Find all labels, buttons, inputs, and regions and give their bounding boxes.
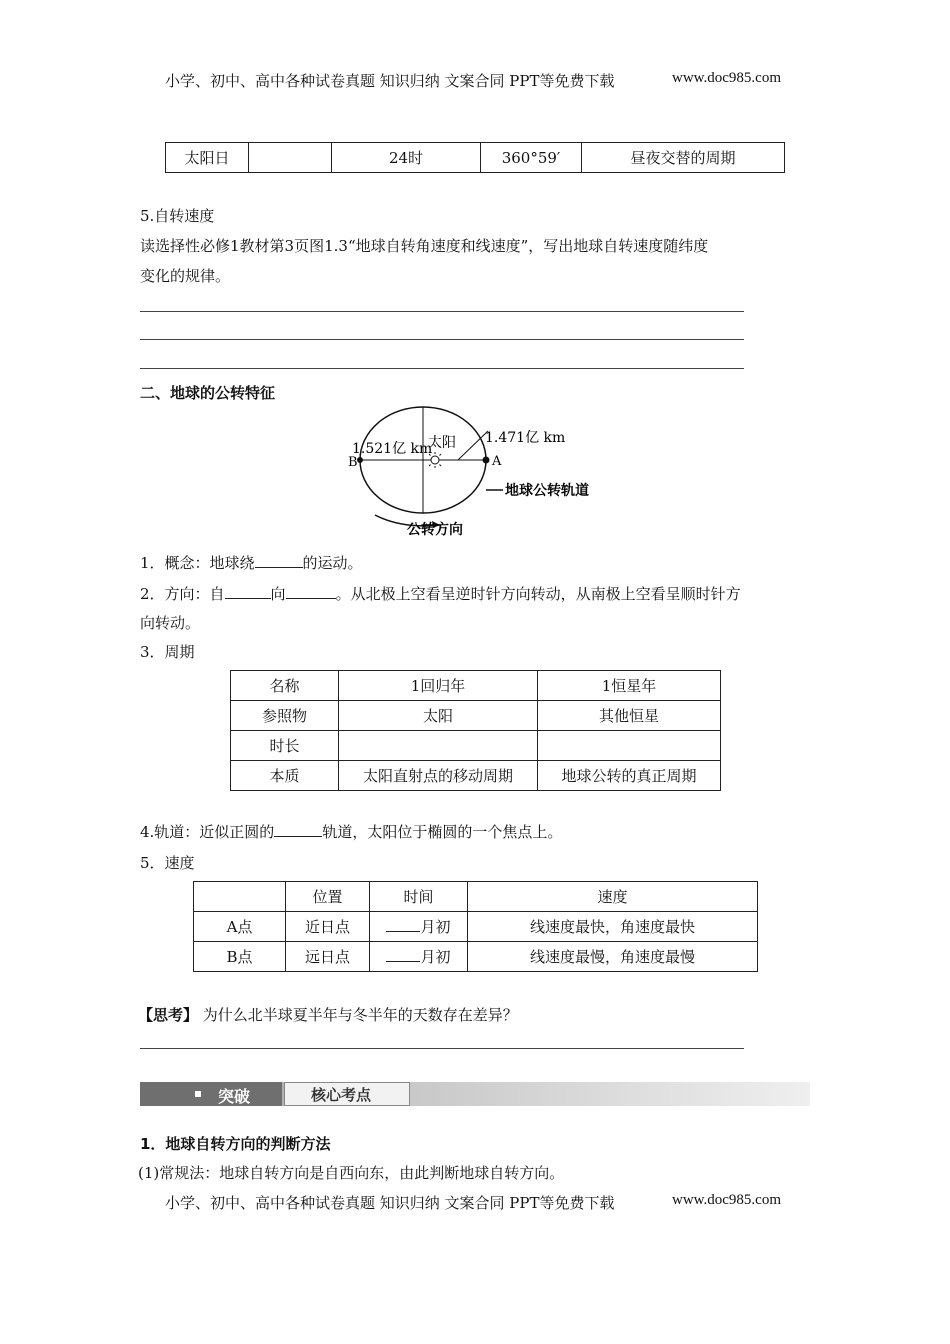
- answer-line: [140, 1048, 744, 1049]
- section-banner: [140, 1082, 810, 1106]
- table-cell: 其他恒星: [538, 701, 721, 731]
- fill-blank[interactable]: [255, 553, 303, 568]
- table-row: [231, 701, 721, 731]
- answer-line: [140, 311, 744, 312]
- table-cell: 本质: [231, 761, 339, 791]
- item-direction-cont: 向转动。: [140, 614, 201, 632]
- table-cell: [339, 731, 538, 761]
- table-row: [231, 761, 721, 791]
- table-cell: 月初: [370, 912, 468, 942]
- item-orbit: 4.轨道：近似正圆的 轨道，太阳位于椭圆的一个焦点上。: [140, 823, 563, 841]
- page-footer: [165, 1192, 805, 1213]
- table-cell: 线速度最快，角速度最快: [468, 912, 758, 942]
- label-orbit: 地球公转轨道: [505, 483, 589, 499]
- s5-title: 5.自转速度: [140, 207, 215, 225]
- item-period: 3．周期: [140, 643, 195, 661]
- table-cell: 时间: [370, 882, 468, 912]
- table-row: [166, 143, 785, 173]
- table-cell: 1回归年: [339, 671, 538, 701]
- point-a-marker: [483, 457, 490, 464]
- label-dist-a: 1.471亿 km: [485, 430, 566, 446]
- core-line1: (1)常规法：地球自转方向是自西向东，由此判断地球自转方向。: [138, 1164, 565, 1182]
- item-concept: 1．概念：地球绕 的运动。: [140, 554, 363, 572]
- item-speed: 5．速度: [140, 854, 195, 872]
- table-cell: 位置: [286, 882, 370, 912]
- table-cell: A点: [194, 912, 286, 942]
- answer-line: [140, 368, 744, 369]
- label-direction: 公转方向: [407, 522, 463, 538]
- square-icon: [195, 1091, 201, 1097]
- period-table: [230, 670, 721, 791]
- orbit-diagram: [340, 405, 620, 540]
- item-direction: 2．方向：自 向 。从北极上空看呈逆时针方向转动，从南极上空看呈顺时针方: [140, 585, 741, 603]
- table-cell: 360°59′: [481, 143, 582, 173]
- speed-table: [193, 881, 758, 972]
- table-cell: 昼夜交替的周期: [582, 143, 785, 173]
- table-cell: 月初: [370, 942, 468, 972]
- table-cell: [249, 143, 332, 173]
- header-url: www.doc985.com: [672, 70, 782, 86]
- table-cell: 地球公转的真正周期: [538, 761, 721, 791]
- table-cell: 1恒星年: [538, 671, 721, 701]
- table-cell: 线速度最慢，角速度最慢: [468, 942, 758, 972]
- page-header: [165, 70, 805, 91]
- table-cell: 太阳直射点的移动周期: [339, 761, 538, 791]
- footer-url: www.doc985.com: [672, 1192, 782, 1208]
- s5-line2: 变化的规律。: [140, 267, 231, 285]
- table-cell: 太阳: [339, 701, 538, 731]
- think-question: [138, 1004, 518, 1025]
- table-row: [194, 942, 758, 972]
- fill-blank[interactable]: [286, 584, 336, 599]
- table-cell: 参照物: [231, 701, 339, 731]
- section-title: 二、地球的公转特征: [140, 384, 276, 402]
- banner-right: 核心考点: [311, 1086, 372, 1104]
- table-row: [194, 912, 758, 942]
- header-text: 小学、初中、高中各种试卷真题 知识归纳 文案合同 PPT等免费下载: [165, 72, 615, 90]
- table-cell: 24时: [332, 143, 481, 173]
- fill-blank[interactable]: [386, 947, 420, 962]
- fill-blank[interactable]: [386, 917, 420, 932]
- point-b-marker: [357, 457, 363, 463]
- table-cell: 速度: [468, 882, 758, 912]
- table-row: [231, 731, 721, 761]
- table-cell: 近日点: [286, 912, 370, 942]
- table-row: [194, 882, 758, 912]
- label-point-a: A: [492, 454, 502, 469]
- core-title: 1．地球自转方向的判断方法: [140, 1135, 331, 1153]
- rotation-period-table: [165, 142, 785, 173]
- table-cell: 名称: [231, 671, 339, 701]
- table-cell: 远日点: [286, 942, 370, 972]
- table-row: [231, 671, 721, 701]
- footer-text: 小学、初中、高中各种试卷真题 知识归纳 文案合同 PPT等免费下载: [165, 1194, 615, 1212]
- table-cell: [194, 882, 286, 912]
- think-label: 【思考】: [138, 1006, 199, 1024]
- label-point-b: B: [348, 455, 358, 470]
- table-cell: 时长: [231, 731, 339, 761]
- banner-left: 突破: [218, 1087, 251, 1106]
- table-cell: 太阳日: [166, 143, 249, 173]
- table-cell: [538, 731, 721, 761]
- answer-line: [140, 339, 744, 340]
- fill-blank[interactable]: [274, 822, 322, 837]
- label-dist-b: 1.521亿 km: [352, 441, 433, 457]
- fill-blank[interactable]: [225, 584, 271, 599]
- label-sun: 太阳: [428, 435, 456, 451]
- think-text: 为什么北半球夏半年与冬半年的天数存在差异？: [202, 1006, 518, 1024]
- table-cell: B点: [194, 942, 286, 972]
- s5-line1: 读选择性必修1教材第3页图1.3“地球自转角速度和线速度”，写出地球自转速度随纬度: [140, 237, 709, 255]
